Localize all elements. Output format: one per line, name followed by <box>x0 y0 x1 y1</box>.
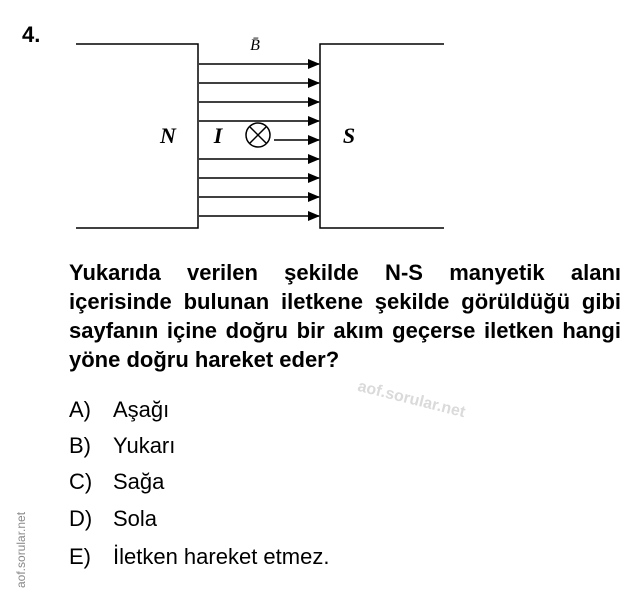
option-letter: B) <box>69 433 91 458</box>
watermark-center: aof.sorular.net <box>355 378 467 422</box>
option-a[interactable] <box>69 397 169 423</box>
question-number: 4. <box>22 22 41 47</box>
north-pole-label: N <box>160 123 176 148</box>
option-text: Yukarı <box>113 433 176 458</box>
option-letter: C) <box>69 469 93 494</box>
option-b[interactable] <box>69 433 175 459</box>
field-vector-label: B̄ <box>250 37 260 54</box>
option-letter: D) <box>69 506 93 531</box>
option-text: Sağa <box>113 469 165 494</box>
option-letter: A) <box>69 397 91 422</box>
option-d[interactable] <box>69 506 157 532</box>
current-label: I <box>213 123 223 148</box>
option-letter: E) <box>69 544 91 569</box>
south-pole-magnet <box>320 44 444 228</box>
magnetic-field-diagram <box>0 0 642 250</box>
north-pole-magnet <box>76 44 198 228</box>
question-stem: Yukarıda verilen şekilde N-S manyetik alanı içerisinde bulunan iletkene şekilde görüldüğü gibi sayfanın içine doğru bir akım geçerse iletken hangi yöne doğru hareket eder? <box>69 260 621 372</box>
option-text: Aşağı <box>113 397 170 422</box>
option-text: İletken hareket etmez. <box>113 544 330 569</box>
watermark-side: aof.sorular.net <box>14 511 28 588</box>
option-text: Sola <box>113 506 158 531</box>
conductor-into-page-icon <box>246 123 270 147</box>
south-pole-label: S <box>342 123 356 148</box>
option-c[interactable] <box>69 469 164 495</box>
option-e[interactable] <box>69 544 329 570</box>
